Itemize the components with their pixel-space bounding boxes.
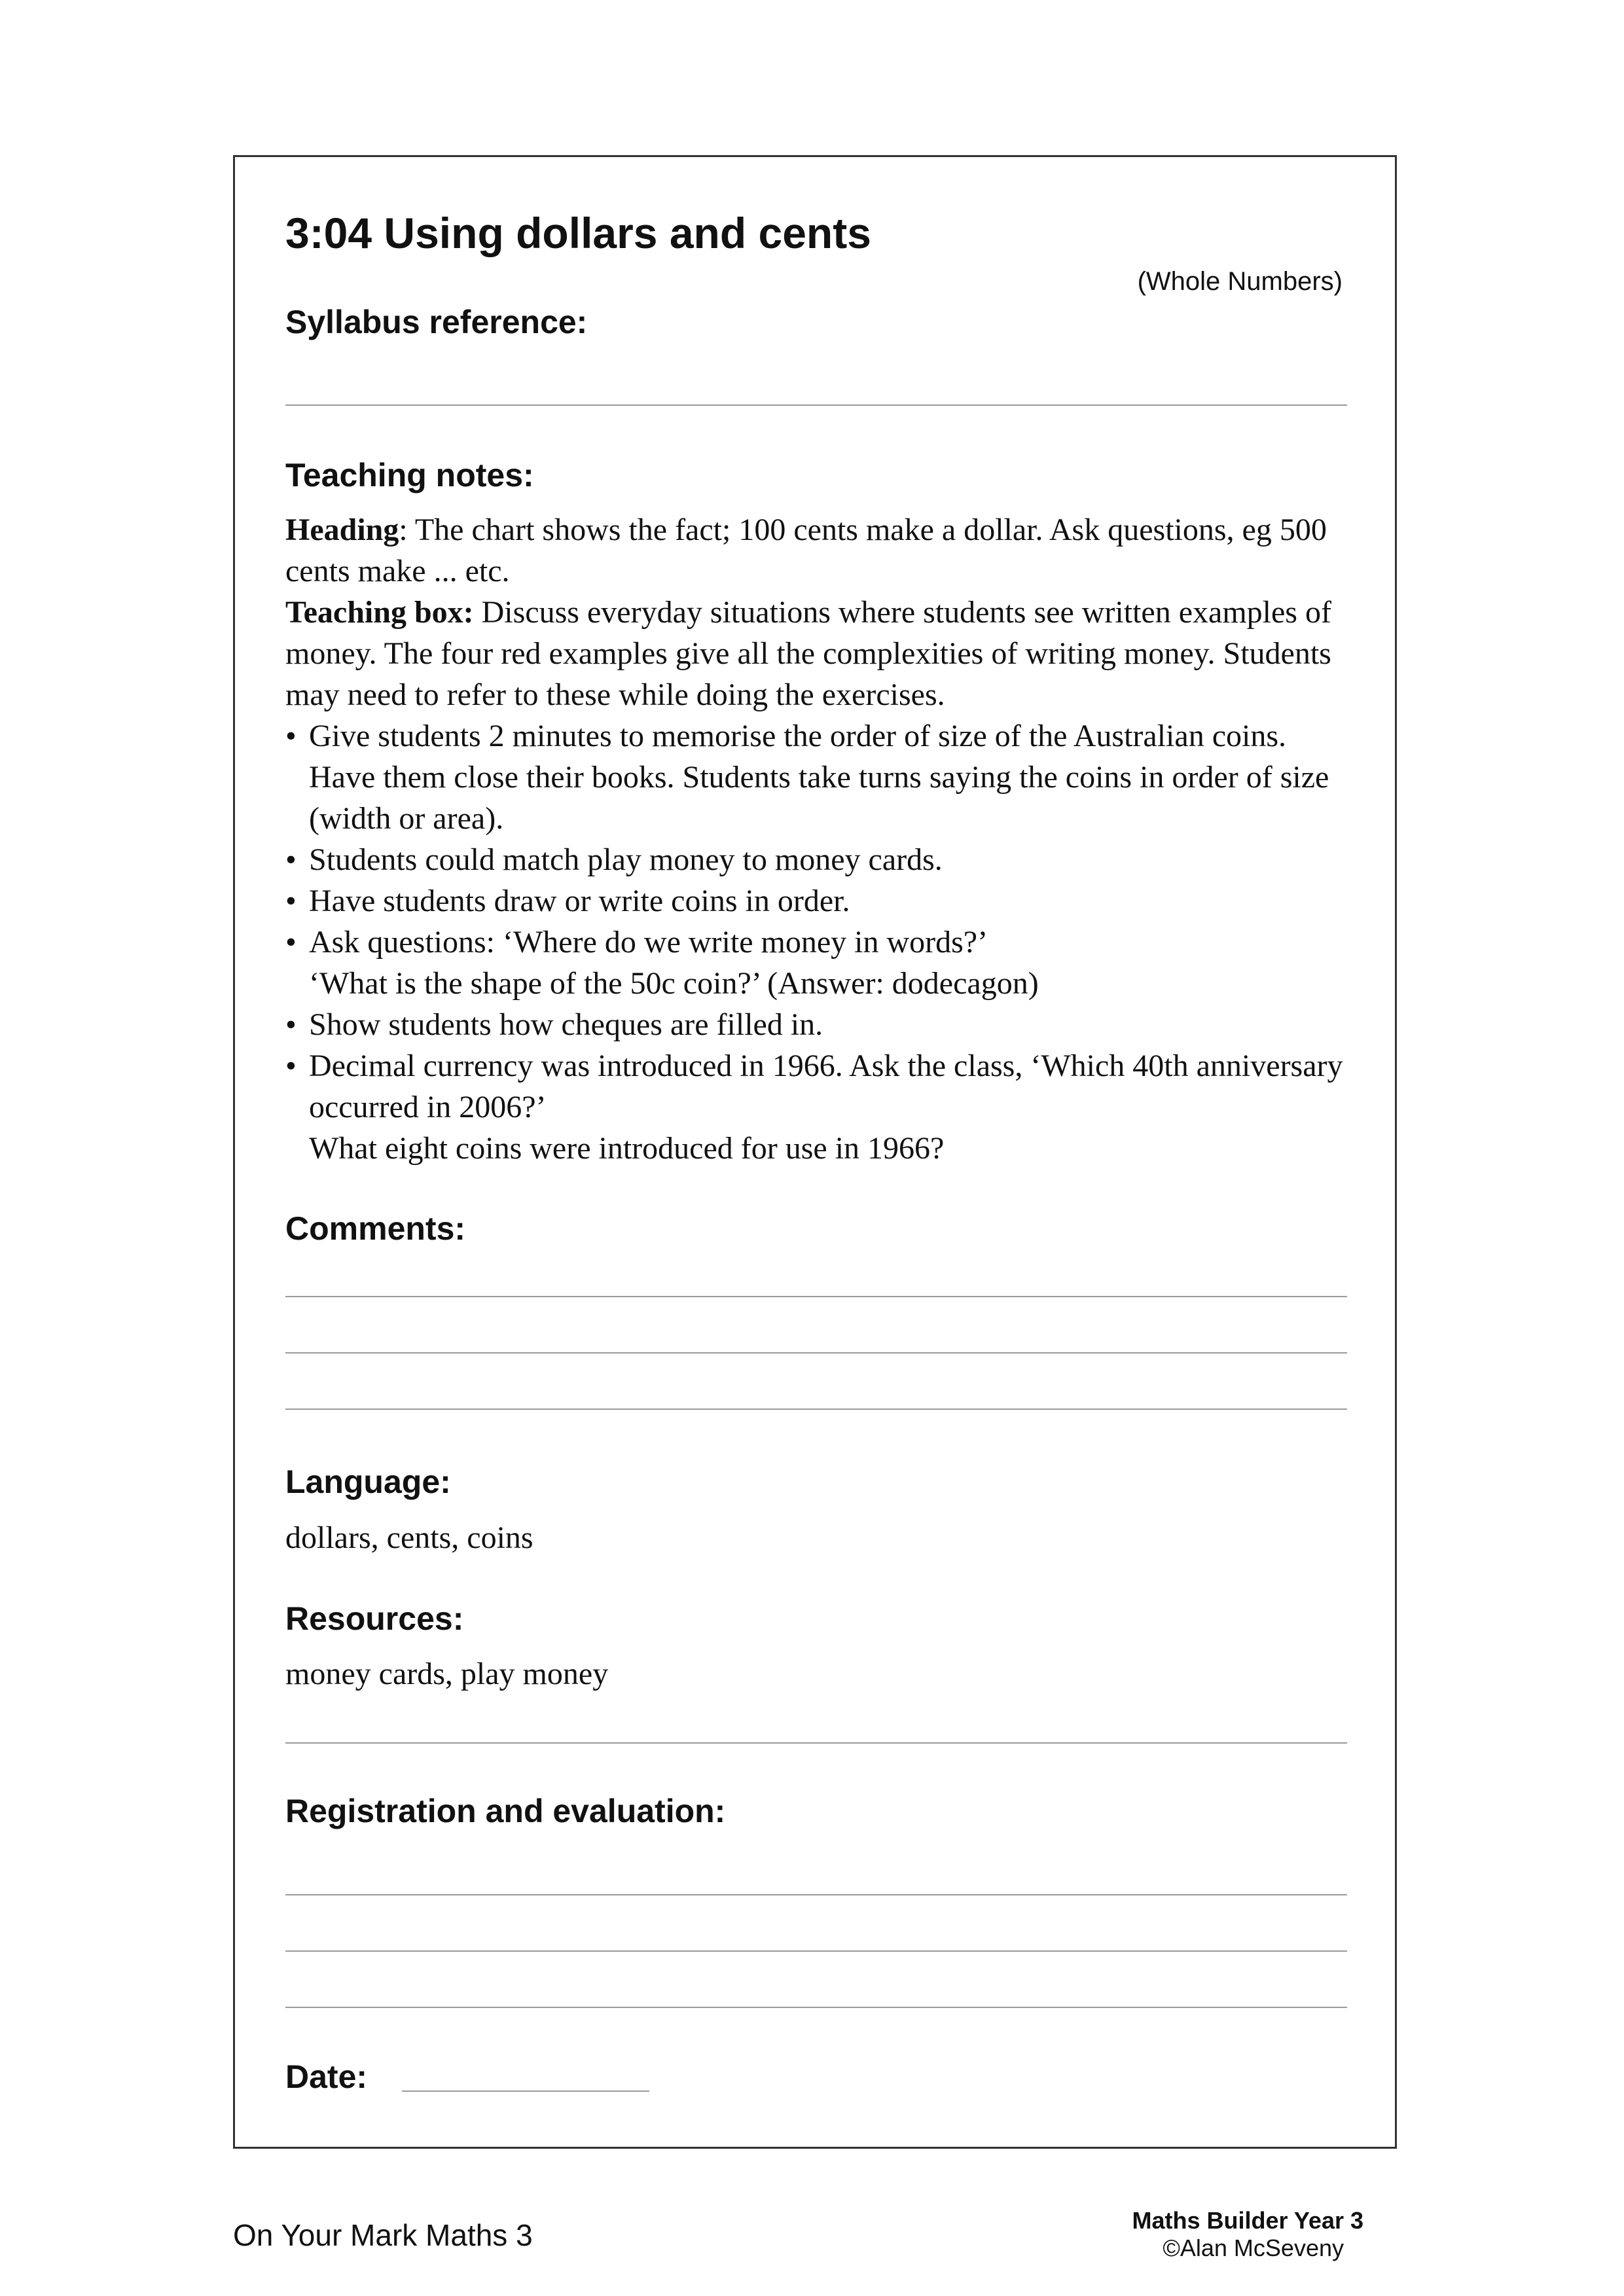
resources-heading: Resources: xyxy=(285,1600,464,1637)
language-heading: Language: xyxy=(285,1463,451,1500)
teaching-notes-body xyxy=(285,509,1359,1169)
teaching-notes-list xyxy=(285,715,1359,1169)
registration-line-3 xyxy=(285,2007,1347,2008)
teaching-note-item xyxy=(285,922,1359,1004)
heading-note-label: Heading xyxy=(285,512,399,547)
date-write-line xyxy=(402,2090,649,2092)
registration-heading: Registration and evaluation: xyxy=(285,1793,726,1829)
teaching-note-item xyxy=(285,1045,1359,1169)
heading-note-text: : The chart shows the fact; 100 cents make a dollar. Ask questions, eg 500 cents make ... etc. xyxy=(285,512,1327,588)
teaching-note-text: • Ask questions: ‘Where do we write money in words?’ xyxy=(309,925,988,960)
comments-heading: Comments: xyxy=(285,1210,466,1247)
teaching-note-item xyxy=(285,715,1359,839)
resources-text: money cards, play money xyxy=(285,1657,609,1691)
teaching-note-item xyxy=(285,880,1359,922)
teaching-note-text: What eight coins were introduced for use in 1966? xyxy=(309,1131,945,1166)
teaching-note-text: • Students could match play money to money cards. xyxy=(309,842,943,877)
teaching-note-text: ‘What is the shape of the 50c coin?’ (Answer: dodecagon) xyxy=(309,966,1039,1001)
comments-line-1 xyxy=(285,1296,1347,1297)
resources-write-line xyxy=(285,1742,1347,1744)
teaching-box-note-label: Teaching box: xyxy=(285,595,474,630)
date-heading: Date: xyxy=(285,2058,368,2095)
page-title: 3:04 Using dollars and cents xyxy=(285,209,871,257)
topic-category: (Whole Numbers) xyxy=(1137,267,1343,296)
footer-book-title: On Your Mark Maths 3 xyxy=(233,2218,533,2252)
teaching-box-note xyxy=(285,592,1359,715)
registration-line-1 xyxy=(285,1894,1347,1895)
teaching-note-item xyxy=(285,839,1359,880)
syllabus-write-line xyxy=(285,404,1347,406)
registration-line-2 xyxy=(285,1950,1347,1952)
teaching-note-item xyxy=(285,1004,1359,1045)
teaching-note-text: • Decimal currency was introduced in 1966. Ask the class, ‘Which 40th anniversary occurred in 2006?’ xyxy=(309,1049,1343,1124)
comments-line-2 xyxy=(285,1352,1347,1354)
teaching-note-text: • Show students how cheques are filled in. xyxy=(309,1007,823,1042)
language-text: dollars, cents, coins xyxy=(285,1520,533,1555)
footer-credits xyxy=(1132,2207,1363,2262)
teaching-notes-heading: Teaching notes: xyxy=(285,457,534,493)
teaching-note-text: • Give students 2 minutes to memorise the order of size of the Australian coins. Have them close their books. Students take turns saying the coins in order of size (width or area). xyxy=(309,719,1329,836)
syllabus-reference-heading: Syllabus reference: xyxy=(285,304,588,340)
teaching-note-text: • Have students draw or write coins in order. xyxy=(309,884,850,918)
teaching-box-note-text: Discuss everyday situations where students see written examples of money. The four red examples give all the complexities of writing money. Students may need to refer to these while doing the exercises. xyxy=(285,595,1331,712)
comments-line-3 xyxy=(285,1408,1347,1410)
heading-note xyxy=(285,509,1359,592)
footer-series: Maths Builder Year 3 xyxy=(1132,2207,1363,2234)
footer-author: ©Alan McSeveny xyxy=(1163,2234,1344,2261)
